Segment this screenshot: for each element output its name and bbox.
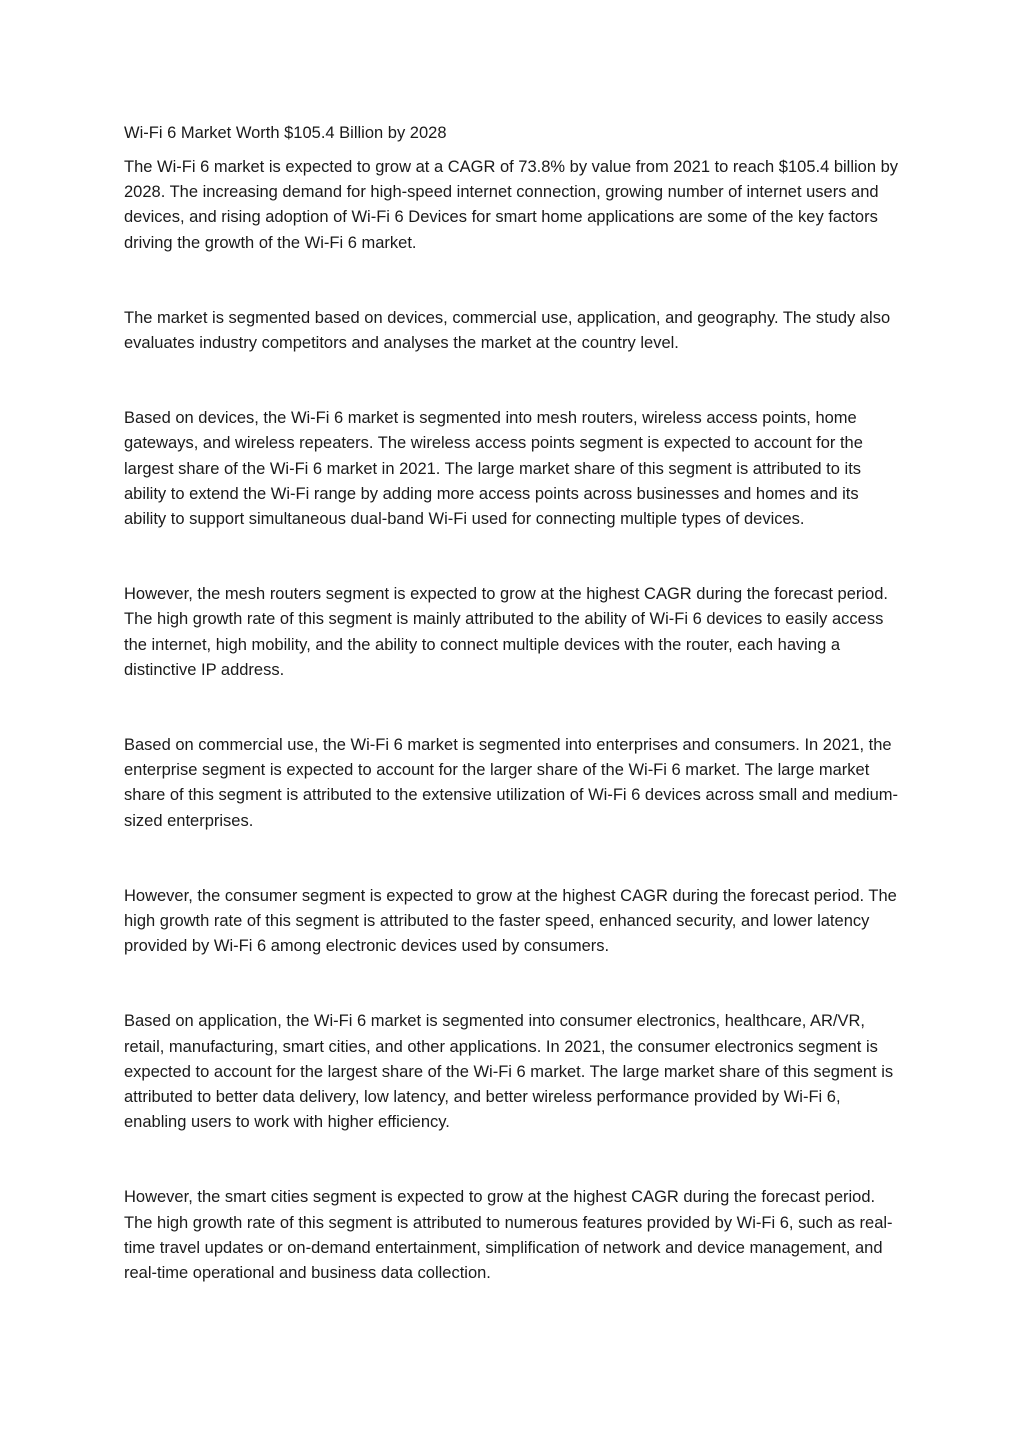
- paragraph-devices: Based on devices, the Wi-Fi 6 market is segmented into mesh routers, wireless access points, home gateways, and wireless repeaters. The wireless access points segment is expected to account for the largest share of the Wi-Fi 6 market in 2021. The large market share of this segment is attributed to its ability to extend the Wi-Fi range by adding more access points across businesses and homes and its ability to support simultaneous dual-band Wi-Fi used for connecting multiple types of devices.: [124, 409, 863, 529]
- document-page: [124, 121, 904, 1286]
- paragraph-segmentation: The market is segmented based on devices, commercial use, application, and geography. The study also evaluates industry competitors and analyses the market at the country level.: [124, 308, 891, 353]
- paragraph-commercial-use: Based on commercial use, the Wi-Fi 6 market is segmented into enterprises and consumers. In 2021, the enterprise segment is expected to account for the larger share of the Wi-Fi 6 market. The large market share of this segment is attributed to the extensive utilization of Wi-Fi 6 devices across small and medium-sized enterprises.: [124, 736, 899, 830]
- paragraph-consumer-segment: However, the consumer segment is expected to grow at the highest CAGR during the forecast period. The high growth rate of this segment is attributed to the faster speed, enhanced security, and lower latency provided by Wi-Fi 6 among electronic devices used by consumers.: [124, 886, 897, 956]
- paragraph-application: Based on application, the Wi-Fi 6 market is segmented into consumer electronics, healthcare, AR/VR, retail, manufacturing, smart cities, and other applications. In 2021, the consumer electronics segment is expected to account for the largest share of the Wi-Fi 6 market. The large market share of this segment is attributed to better data delivery, low latency, and better wireless performance provided by Wi-Fi 6, enabling users to work with higher efficiency.: [124, 1012, 894, 1132]
- document-title: Wi-Fi 6 Market Worth $105.4 Billion by 2028: [124, 124, 447, 142]
- paragraph-smart-cities: However, the smart cities segment is expected to grow at the highest CAGR during the forecast period. The high growth rate of this segment is attributed to numerous features provided by Wi-Fi 6, such as real-time travel updates or on-demand entertainment, simplification of network and device management, and real-time operational and business data collection.: [124, 1188, 893, 1283]
- paragraph-market-overview: The Wi-Fi 6 market is expected to grow at a CAGR of 73.8% by value from 2021 to reach $105.4 billion by 2028. The increasing demand for high-speed internet connection, growing number of internet users and devices, and rising adoption of Wi-Fi 6 Devices for smart home applications are some of the key factors driving the growth of the Wi-Fi 6 market.: [124, 158, 899, 252]
- paragraph-mesh-routers: However, the mesh routers segment is expected to grow at the highest CAGR during the forecast period. The high growth rate of this segment is mainly attributed to the ability of Wi-Fi 6 devices to easily access the internet, high mobility, and the ability to connect multiple devices with the router, each having a distinctive IP address.: [124, 585, 888, 679]
